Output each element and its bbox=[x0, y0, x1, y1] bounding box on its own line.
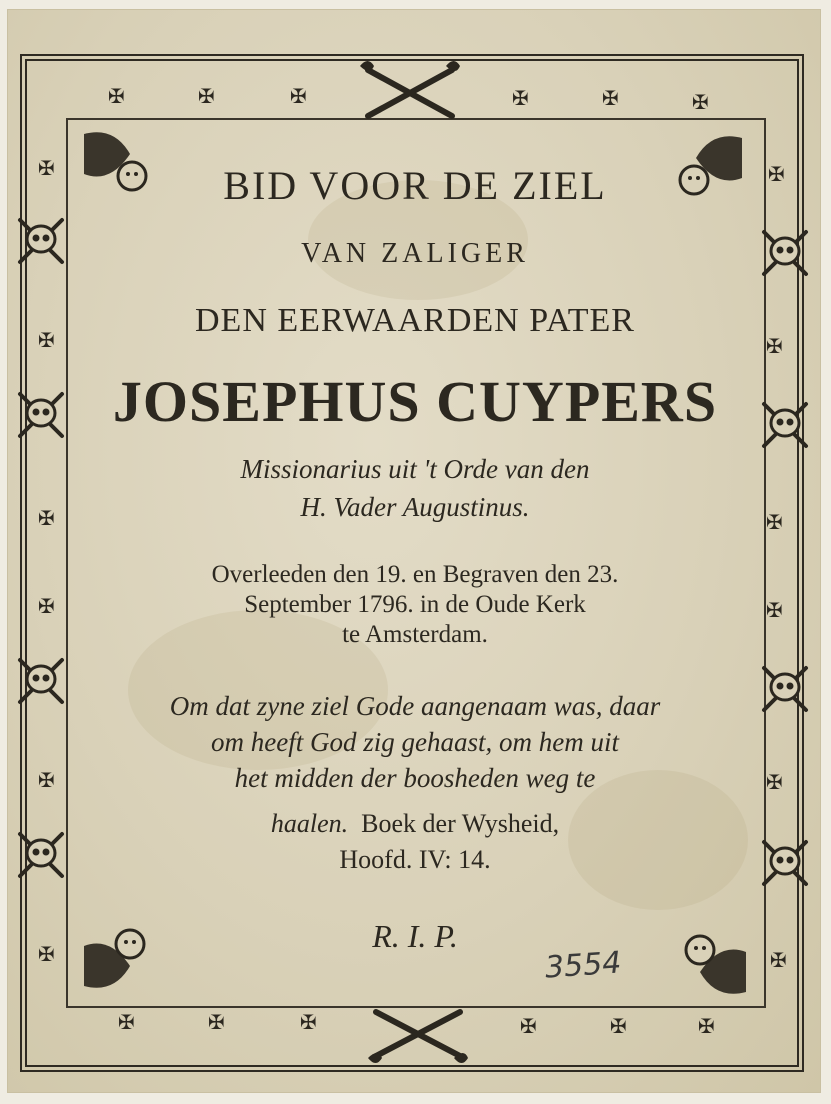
source-line-1: Boek der Wysheid, bbox=[361, 809, 560, 838]
skull-and-crossbones-icon bbox=[758, 226, 812, 280]
quote-line-1: Om dat zyne ziel Gode aangenaam was, daar bbox=[169, 691, 661, 721]
cross-icon: ✠ bbox=[698, 1014, 715, 1038]
cross-icon: ✠ bbox=[766, 770, 783, 794]
death-and-burial bbox=[70, 560, 760, 650]
death-line-1: Overleeden den 19. en Begraven den 23. bbox=[211, 561, 619, 588]
skull-and-crossbones-icon bbox=[14, 214, 68, 268]
rip-text: R. I. P. bbox=[372, 918, 458, 954]
deceased-name: JOSEPHUS CUYPERS bbox=[112, 369, 718, 434]
order-description bbox=[70, 450, 760, 526]
cross-icon: ✠ bbox=[770, 948, 787, 972]
order-line-1: Missionarius uit 't Orde van den bbox=[240, 454, 590, 484]
cross-icon: ✠ bbox=[300, 1010, 317, 1034]
skull-and-crossbones-icon bbox=[14, 654, 68, 708]
quote-line-3: het midden der boosheden weg te bbox=[234, 763, 596, 793]
quote-line-2: om heeft God zig gehaast, om hem uit bbox=[211, 727, 619, 757]
cross-icon: ✠ bbox=[38, 768, 55, 792]
skull-and-crossbones-icon bbox=[758, 836, 812, 890]
cross-icon: ✠ bbox=[520, 1014, 537, 1038]
cross-icon: ✠ bbox=[38, 328, 55, 352]
heading-title: DEN EERWAARDEN PATER bbox=[195, 302, 635, 339]
cross-icon: ✠ bbox=[290, 84, 307, 108]
cross-icon: ✠ bbox=[198, 84, 215, 108]
cross-icon: ✠ bbox=[118, 1010, 135, 1034]
heading-pray: BID VOOR DE ZIEL bbox=[223, 163, 607, 208]
cross-icon: ✠ bbox=[38, 942, 55, 966]
skull-and-crossbones-icon bbox=[758, 398, 812, 452]
order-line-2: H. Vader Augustinus. bbox=[300, 492, 530, 522]
cross-icon: ✠ bbox=[108, 84, 125, 108]
skull-and-crossbones-icon bbox=[14, 388, 68, 442]
cross-icon: ✠ bbox=[602, 86, 619, 110]
heading-late: VAN ZALIGER bbox=[301, 238, 529, 269]
source-line-2: Hoofd. IV: 14. bbox=[339, 845, 491, 874]
scripture-quote bbox=[70, 688, 760, 796]
scripture-source bbox=[70, 806, 760, 878]
cross-icon: ✠ bbox=[766, 510, 783, 534]
cross-icon: ✠ bbox=[766, 598, 783, 622]
death-line-3: te Amsterdam. bbox=[342, 621, 488, 648]
skull-and-crossbones-icon bbox=[758, 662, 812, 716]
cross-icon: ✠ bbox=[512, 86, 529, 110]
cross-icon: ✠ bbox=[768, 162, 785, 186]
cross-icon: ✠ bbox=[766, 334, 783, 358]
cross-icon: ✠ bbox=[208, 1010, 225, 1034]
handwritten-inventory-number: 3554 bbox=[543, 945, 623, 986]
quote-line-4: haalen. bbox=[270, 809, 349, 838]
cross-icon: ✠ bbox=[692, 90, 709, 114]
crossed-torches-icon bbox=[358, 1000, 478, 1070]
death-line-2: September 1796. in de Oude Kerk bbox=[244, 591, 586, 618]
cross-icon: ✠ bbox=[38, 156, 55, 180]
cross-icon: ✠ bbox=[38, 594, 55, 618]
skull-and-crossbones-icon bbox=[14, 828, 68, 882]
cross-icon: ✠ bbox=[610, 1014, 627, 1038]
cross-icon: ✠ bbox=[38, 506, 55, 530]
crossed-torches-icon bbox=[350, 56, 470, 126]
